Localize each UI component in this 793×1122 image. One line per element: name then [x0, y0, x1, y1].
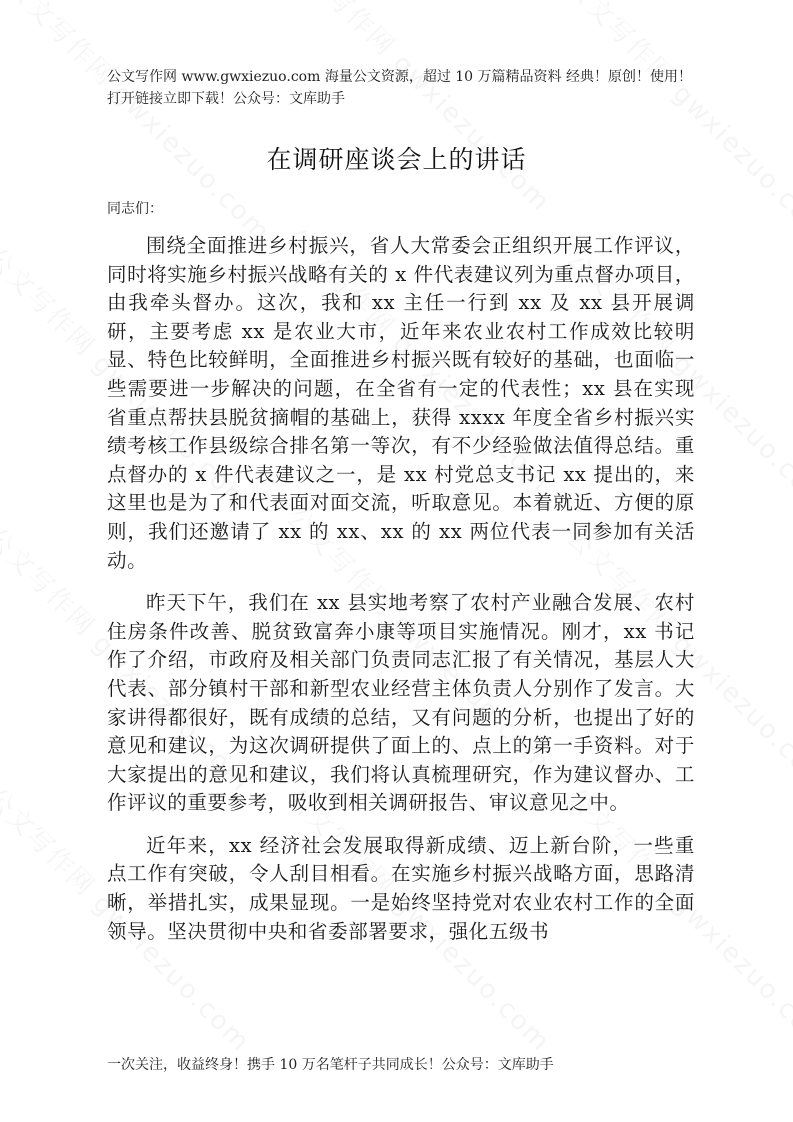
salutation: 同志们： — [107, 201, 163, 217]
footer-promo-note: 一次关注，收益终身！携手 10 万名笔杆子共同成长！公众号：文库助手 — [107, 1057, 554, 1073]
watermark-text — [560, 0, 793, 249]
header-promo-note: 公文写作网 www.gwxiezuo.com 海量公文资源，超过 10 万篇精品资料 经典！原创！使用！打开链接立即下载！公众号：文库助手 — [107, 69, 692, 107]
document-title: 在调研座谈会上的讲话 — [266, 145, 527, 174]
body-paragraph: 围绕全面推进乡村振兴，省人大常委会正组织开展工作评议，同时将实施乡村振兴战略有关的 x 件代表建议列为重点督办项目，由我牵头督办。这次，我和 xx 主任一行到 xx 及 xx 县开展调研，主要考虑 xx 是农业大市，近年来农业农村工作成效比较明显、特色比较鲜明，全面推进乡村振兴既有较好的基础，也面临一些需要进一步解决的问题，在全省有一定的代表性；xx 县在实现省重点帮扶县脱贫摘帽的基础上，获得 xxxx 年度全省乡村振兴实绩考核工作县级综合排名第一等次，有不少经验做法值得总结。重点督办的 x 件代表建议之一，是 xx 村党总支书记 xx 提出的，来这里也是为了和代表面对面交流，听取意见。本着就近、方便的原则，我们还邀请了 xx 的 xx、xx 的 xx 两位代表一同参加有关活动。 — [107, 234, 695, 572]
body-paragraph: 昨天下午，我们在 xx 县实地考察了农村产业融合发展、农村住房条件改善、脱贫致富奔小康等项目实施情况。刚才，xx 书记作了介绍，市政府及相关部门负责同志汇报了有关情况，基层人大代表、部分镇村干部和新型农业经营主体负责人分别作了发言。大家讲得都很好，既有成绩的总结，又有问题的分析，也提出了好的意见和建议，为这次调研提供了面上的、点上的第一手资料。对于大家提出的意见和建议，我们将认真梳理研究，作为建议督办、工作评议的重要参考，吸收到相关调研报告、审议意见之中。 — [107, 591, 695, 815]
document-body — [107, 232, 695, 960]
body-paragraph: 近年来，xx 经济社会发展取得新成绩、迈上新台阶，一些重点工作有突破，令人刮目相看。在实施乡村振兴战略方面，思路清晰，举措扎实，成果显现。一是始终坚持党对农业农村工作的全面领导。坚决贯彻中央和省委部署要求，强化五级书 — [107, 833, 695, 943]
